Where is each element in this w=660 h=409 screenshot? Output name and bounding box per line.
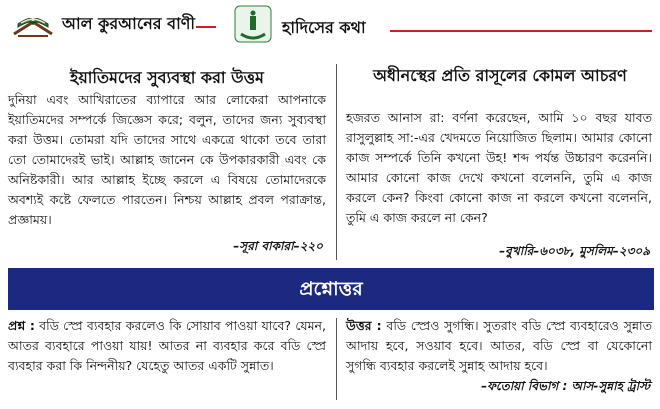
header-rule-right [390,30,652,32]
hadith-section-label: হাদিসের কথা [282,18,366,37]
qa-divider [336,318,337,400]
hadith-logo-icon [234,5,272,43]
quran-section-label: আল কুরআনের বাণী [62,14,195,33]
question-label: প্রশ্ন : [8,318,35,333]
question-text: বডি স্প্রে ব্যবহার করলেও কি সোয়াব পাওয়া যাবে? যেমন, আতর ব্যবহারে পাওয়া যায়! আতর না ব্যবহার করে বডি স্প্রে ব্যবহার করা কি নিন্দনীয়? যেহেতু আতর একটি সুন্নাত। [8,318,326,373]
answer-text: বডি স্প্রেও সুগন্ধি। সুতরাং বডি স্প্রে ব্যবহারেও সুন্নাত আদায় হবে, সওয়াব হবে। আতর, বডি স্প্রে বা যেকোনো সুগন্ধি ব্যবহার করলেই সুন্নাহ আদায় হবে। [346,318,652,373]
column-divider [336,64,337,260]
answer-label: উত্তর : [346,318,382,333]
right-article-title: অধীনস্থের প্রতি রাসূলের কোমল আচরণ [373,66,627,85]
left-article-body: দুনিয়া এবং আখিরাতের ব্যাপারে আর লোকেরা আপনাকে ইয়াতিমদের সম্পর্কে জিজ্ঞেস করে; বলুন, তাদের জন্য সুব্যবস্থা করা উত্তম। তোমরা যদি তাদের সাথে একত্রে থাকো তবে তারা তো তোমাদেরই ভাই। আল্লাহ জানেন কে উপকারকারী এবং কে অনিষ্টকারী। আর আল্লাহ ইচ্ছে করলে এ বিষয়ে তোমাদেরকে অবশ্যই কষ্টে ফেলতে পারতেন। নিশ্চয় আল্লাহ প্রবল পরাক্রান্ত, প্রজ্ঞাময়। [8,92,326,227]
qa-banner: প্রশ্নোত্তর [8,268,654,310]
right-article-source: –বুখারি–৬০৩৮, মুসলিম–২৩০৯ [499,244,650,258]
left-article-source: –সূরা বাকারা–২২০ [233,239,323,253]
answer-block [346,316,652,376]
quran-stand-icon [10,8,56,38]
right-article-body: হজরত আনাস রা: বর্ণনা করেছেন, আমি ১০ বছর যাবত রাসুলুল্লাহ সা:-এর খেদমতে নিয়োজিত ছিলাম। আমার কোনো কাজ সম্পর্কে তিনি কখনো উহ! শব্দ পর্যন্ত উচ্চারণ করেননি। আমার কোনো কাজ দেখে কখনো বলেননি, তুমি এ কাজ করলে কেন? কিংবা কোনো কাজ না করলে কখনো বলেননি, তুমি এ কাজ করলে না কেন? [346,110,652,225]
answer-source: –ফতোয়া বিভাগ : আস-সুন্নাহ ট্রাস্ট [481,379,650,393]
left-article-title: ইয়াতিমদের সুব্যবস্থা করা উত্তম [70,68,264,87]
header-rule-left [196,26,216,28]
question-block [8,316,326,376]
